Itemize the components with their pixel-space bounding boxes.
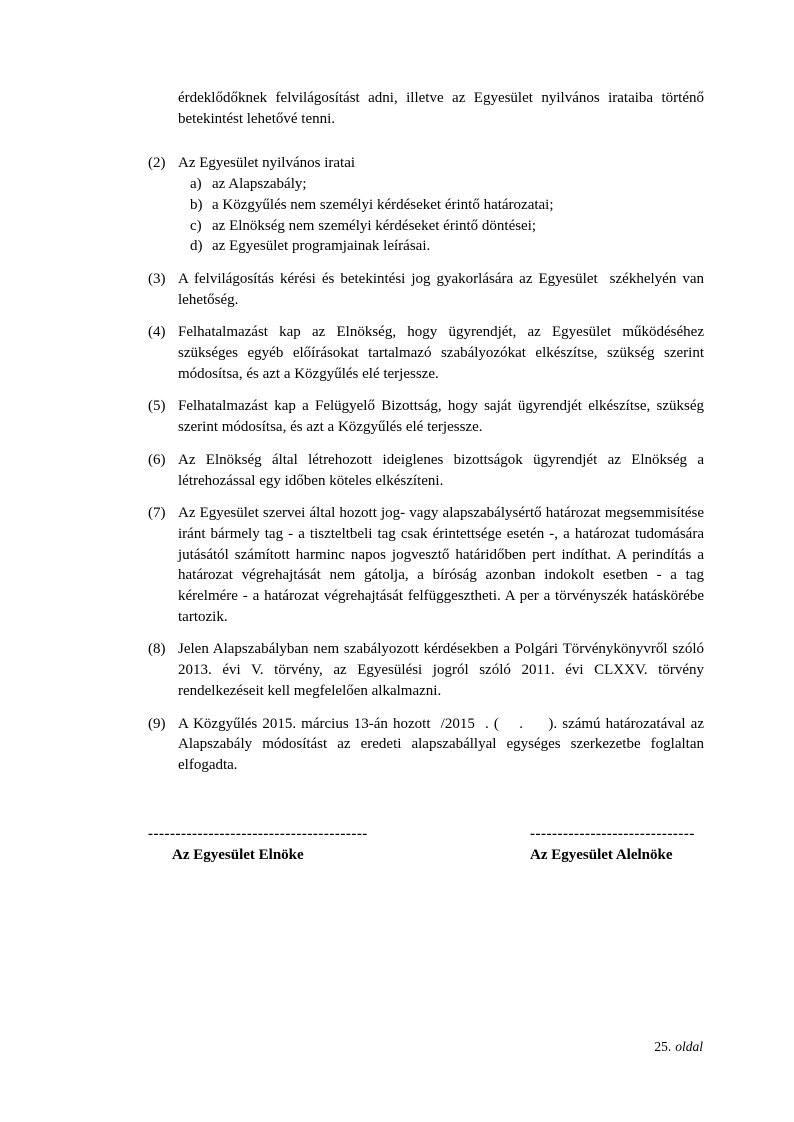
signature-line: ------------------------------ xyxy=(530,826,695,842)
item-text: A felvilágosítás kérési és betekintési jog gyakorlására az Egyesület székhelyén van lehetőség. xyxy=(178,270,704,308)
page-footer xyxy=(654,1039,703,1055)
page-number: 25. xyxy=(654,1039,672,1054)
item-text: Az Egyesület szervei által hozott jog- vagy alapszabálysértő határozat megsemmisítése iránt bármely tag - a tiszteltbeli tag csak érintettsége esetén -, a határozat tudomására jutásától számított harminc napos jogvesztő határidőben pert indíthat. A perindítás a határozat végrehajtását nem gátolja, a bíróság azonban indokolt esetben - a tag kérelmére - a határozat végrehajtását felfüggesztheti. A per a törvényszék hatáskörébe tartozik. xyxy=(178,505,704,625)
sub-item-text: az Egyesület programjainak leírásai. xyxy=(212,238,431,255)
sub-item-marker: b) xyxy=(190,196,203,213)
list-item-8 xyxy=(148,639,704,701)
item-marker: (2) xyxy=(148,155,166,172)
signature-label: Az Egyesület Elnöke xyxy=(172,846,304,863)
sub-item-text: a Közgyűlés nem személyi kérdéseket érintő határozatai; xyxy=(212,196,554,213)
signature-vice-president xyxy=(530,824,695,865)
item-marker: (9) xyxy=(148,715,166,732)
list-item-9 xyxy=(148,714,704,776)
item-text: Az Elnökség által létrehozott ideiglenes bizottságok ügyrendjét az Elnökség a létrehozással egy időben köteles elkészíteni. xyxy=(178,451,704,489)
item-marker: (7) xyxy=(148,505,166,522)
item-marker: (5) xyxy=(148,398,166,415)
item-text xyxy=(178,153,704,257)
sub-item-text: az Elnökség nem személyi kérdéseket érintő döntései; xyxy=(212,217,537,234)
item-text: Jelen Alapszabályban nem szabályozott kérdésekben a Polgári Törvénykönyvről szóló 2013. évi V. törvény, az Egyesülési jogról szóló 2011. évi CLXXV. törvény rendelkezéseit kell megfelelően alkalmazni. xyxy=(178,641,704,699)
item-text: A Közgyűlés 2015. március 13-án hozott /2015 . ( . ). számú határozatával az Alapszabály módosítást az eredeti alapszabállyal egységes szerkezetbe foglaltan elfogadta. xyxy=(178,715,704,773)
sub-item-c xyxy=(190,216,704,237)
sub-item-d xyxy=(190,236,704,257)
list-item-7 xyxy=(148,503,704,627)
item-text-line: Az Egyesület nyilvános iratai xyxy=(178,155,356,172)
paragraph-continuation: érdeklődőknek felvilágosítást adni, illetve az Egyesület nyilvános irataiba történő betekintést lehetővé tenni. xyxy=(178,90,704,127)
signature-president xyxy=(148,824,368,865)
list-item-4 xyxy=(148,322,704,384)
list-item-5 xyxy=(148,396,704,437)
sub-item-marker: d) xyxy=(190,238,203,255)
item-marker: (6) xyxy=(148,451,166,468)
sub-item-marker: c) xyxy=(190,217,202,234)
sub-item-a xyxy=(190,174,704,195)
sub-item-b xyxy=(190,195,704,216)
item-marker: (3) xyxy=(148,270,166,287)
signature-block xyxy=(148,824,704,884)
sub-item-marker: a) xyxy=(190,176,202,193)
item-text: Felhatalmazást kap az Elnökség, hogy ügyrendjét, az Egyesület működéséhez szükséges egyéb előírásokat tartalmazó szabályozókat elkészítse, szükség szerint módosítsa, és azt a Közgyűlés elé terjessze. xyxy=(178,324,704,382)
list-item-3 xyxy=(148,269,704,310)
page-label: oldal xyxy=(675,1039,703,1054)
document-body xyxy=(148,88,704,776)
item-marker: (8) xyxy=(148,641,166,658)
item-marker: (4) xyxy=(148,324,166,341)
list-item-2 xyxy=(148,153,704,257)
signature-label: Az Egyesület Alelnöke xyxy=(530,846,673,863)
list-item-6 xyxy=(148,450,704,491)
sub-item-text: az Alapszabály; xyxy=(212,176,307,193)
item-text: Felhatalmazást kap a Felügyelő Bizottság, hogy saját ügyrendjét elkészítse, szükség szerint módosítsa, és azt a Közgyűlés elé terjessze. xyxy=(178,398,704,436)
signature-line: ---------------------------------------- xyxy=(148,826,368,842)
